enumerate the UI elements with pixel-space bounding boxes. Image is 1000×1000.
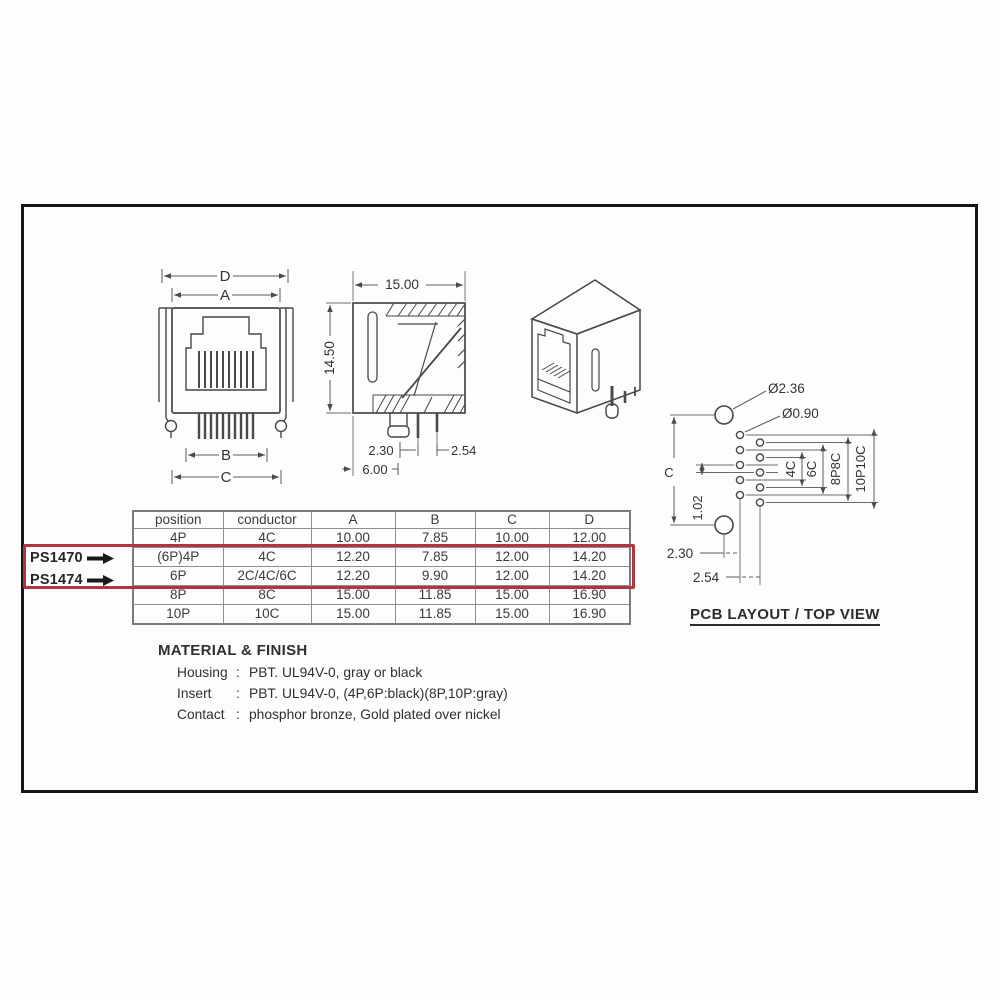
pcb-dim-row-offset bbox=[690, 463, 754, 521]
material-row-contact bbox=[177, 707, 508, 728]
material-colon: : bbox=[236, 686, 240, 701]
pcb-span-10P10C bbox=[853, 429, 874, 509]
col-header-D: D bbox=[549, 511, 630, 529]
dim-label-C: C bbox=[220, 469, 232, 486]
table-cell: 8P bbox=[133, 586, 223, 605]
arrow-right-icon bbox=[87, 575, 115, 586]
front-dim-C bbox=[172, 469, 281, 486]
col-header-B: B bbox=[395, 511, 475, 529]
jack-body-front bbox=[172, 308, 280, 413]
iso-contacts bbox=[542, 363, 570, 378]
table-row-4p bbox=[133, 529, 630, 548]
dim-label-pin-hole: Ø0.90 bbox=[782, 406, 819, 421]
table-cell: 14.20 bbox=[549, 548, 630, 567]
table-cell: 4P bbox=[133, 529, 223, 548]
material-colon: : bbox=[236, 707, 240, 722]
table-cell: 12.00 bbox=[475, 548, 549, 567]
material-finish-title: MATERIAL & FINISH bbox=[158, 642, 308, 659]
material-finish-section bbox=[158, 642, 508, 728]
table-cell: 16.90 bbox=[549, 586, 630, 605]
side-dim-height bbox=[322, 303, 351, 413]
col-header-C: C bbox=[475, 511, 549, 529]
pcb-dim-col-pitch bbox=[693, 570, 760, 585]
front-view-drawing bbox=[140, 252, 325, 492]
table-cell: 7.85 bbox=[395, 548, 475, 567]
top-hatch bbox=[386, 303, 465, 316]
table-row-10p bbox=[133, 605, 630, 625]
pcb-span-6C bbox=[804, 445, 823, 495]
table-cell: 12.00 bbox=[549, 529, 630, 548]
mounting-post bbox=[388, 413, 409, 437]
span-label-6C: 6C bbox=[804, 460, 819, 478]
material-value: PBT. UL94V-0, gray or black bbox=[249, 665, 423, 680]
cavity-section bbox=[398, 319, 465, 398]
col-header-conductor: conductor bbox=[223, 511, 311, 529]
table-cell: 7.85 bbox=[395, 529, 475, 548]
span-label-8P8C: 8P8C bbox=[828, 452, 843, 486]
table-cell: 8C bbox=[223, 586, 311, 605]
table-cell: 12.20 bbox=[311, 567, 395, 586]
side-dim-pin-pitch bbox=[437, 443, 476, 458]
arrow-right-icon bbox=[87, 553, 115, 564]
mount-hole-top bbox=[715, 406, 733, 424]
material-label: Housing bbox=[177, 665, 228, 680]
table-cell: 15.00 bbox=[475, 605, 549, 625]
pcb-dim-mount-hole bbox=[733, 381, 805, 409]
mount-hole-bottom bbox=[715, 516, 733, 534]
table-cell: 15.00 bbox=[475, 586, 549, 605]
dim-label-14.50: 14.50 bbox=[322, 341, 337, 375]
isometric-view-drawing bbox=[518, 266, 663, 431]
table-row-6p bbox=[133, 567, 630, 586]
material-label: Insert bbox=[177, 686, 212, 701]
dim-label-1.02: 1.02 bbox=[690, 495, 705, 521]
dim-label-C-span: C bbox=[664, 465, 674, 480]
table-cell: (6P)4P bbox=[133, 548, 223, 567]
material-value: phosphor bronze, Gold plated over nickel bbox=[249, 707, 501, 722]
dim-label-B: B bbox=[220, 447, 232, 464]
table-header-row bbox=[133, 511, 630, 529]
table-cell: 4C bbox=[223, 529, 311, 548]
dim-label-A: A bbox=[219, 287, 231, 304]
pcb-dim-pin-hole bbox=[745, 406, 819, 432]
solder-tails-front bbox=[199, 413, 253, 439]
side-dim-width bbox=[353, 271, 465, 301]
table-cell: 10P bbox=[133, 605, 223, 625]
side-view-drawing bbox=[318, 256, 508, 491]
front-dim-A bbox=[172, 287, 280, 304]
table-row-6p4p bbox=[133, 548, 630, 567]
dim-label-2.30-pcb: 2.30 bbox=[666, 546, 694, 561]
bottom-hatch bbox=[373, 395, 465, 413]
material-value: PBT. UL94V-0, (4P,6P:black)(8P,10P:gray) bbox=[249, 686, 508, 701]
material-label: Contact bbox=[177, 707, 225, 722]
table-cell: 10.00 bbox=[311, 529, 395, 548]
span-label-10P10C: 10P10C bbox=[853, 445, 868, 493]
table-cell: 4C bbox=[223, 548, 311, 567]
table-cell: 2C/4C/6C bbox=[223, 567, 311, 586]
material-colon: : bbox=[236, 665, 240, 680]
table-cell: 10.00 bbox=[475, 529, 549, 548]
table-cell: 11.85 bbox=[395, 605, 475, 625]
table-cell: 9.90 bbox=[395, 567, 475, 586]
dim-label-2.30: 2.30 bbox=[368, 443, 394, 458]
part-label-ps1470 bbox=[30, 550, 115, 566]
iso-top-face bbox=[532, 280, 640, 334]
side-slot bbox=[368, 312, 377, 382]
spec-table bbox=[132, 510, 631, 625]
part-number: PS1470 bbox=[30, 550, 83, 566]
table-cell: 14.20 bbox=[549, 567, 630, 586]
part-number: PS1474 bbox=[30, 572, 83, 588]
dim-label-2.54-pcb: 2.54 bbox=[692, 570, 720, 585]
material-row-insert bbox=[177, 686, 508, 707]
pin-holes-right-column bbox=[756, 439, 763, 506]
span-label-4C: 4C bbox=[783, 460, 798, 478]
iso-side-slot bbox=[592, 349, 599, 391]
dim-label-D: D bbox=[219, 268, 231, 285]
table-cell: 11.85 bbox=[395, 586, 475, 605]
side-dim-depth bbox=[342, 462, 398, 477]
side-flanges bbox=[159, 308, 293, 418]
col-header-position: position bbox=[133, 511, 223, 529]
front-dim-B bbox=[186, 447, 267, 464]
board-lock-right bbox=[276, 418, 287, 438]
front-dim-D bbox=[162, 268, 288, 285]
iso-pin-foot bbox=[606, 404, 618, 418]
pin-holes-left-column bbox=[736, 431, 743, 498]
table-cell: 12.00 bbox=[475, 567, 549, 586]
pcb-layout-title: PCB LAYOUT / TOP VIEW bbox=[690, 606, 880, 626]
material-row-housing bbox=[177, 665, 508, 686]
dim-label-6.00: 6.00 bbox=[362, 462, 388, 477]
board-lock-left bbox=[166, 418, 177, 438]
pcb-span-8P8C bbox=[828, 437, 848, 501]
pcb-layout-drawing bbox=[648, 366, 948, 596]
iso-jack-opening bbox=[538, 329, 570, 392]
table-cell: 15.00 bbox=[311, 605, 395, 625]
table-cell: 10C bbox=[223, 605, 311, 625]
table-cell: 16.90 bbox=[549, 605, 630, 625]
table-cell: 12.20 bbox=[311, 548, 395, 567]
iso-right-face bbox=[577, 310, 640, 413]
dim-label-2.54: 2.54 bbox=[451, 443, 477, 458]
contact-pins-front bbox=[199, 351, 253, 388]
col-header-A: A bbox=[311, 511, 395, 529]
part-label-ps1474 bbox=[30, 572, 115, 588]
table-cell: 6P bbox=[133, 567, 223, 586]
dim-label-mount-hole: Ø2.36 bbox=[768, 381, 805, 396]
table-cell: 15.00 bbox=[311, 586, 395, 605]
iso-mouth-ledge bbox=[538, 379, 570, 403]
table-row-8p bbox=[133, 586, 630, 605]
dim-label-15.00: 15.00 bbox=[385, 277, 419, 292]
